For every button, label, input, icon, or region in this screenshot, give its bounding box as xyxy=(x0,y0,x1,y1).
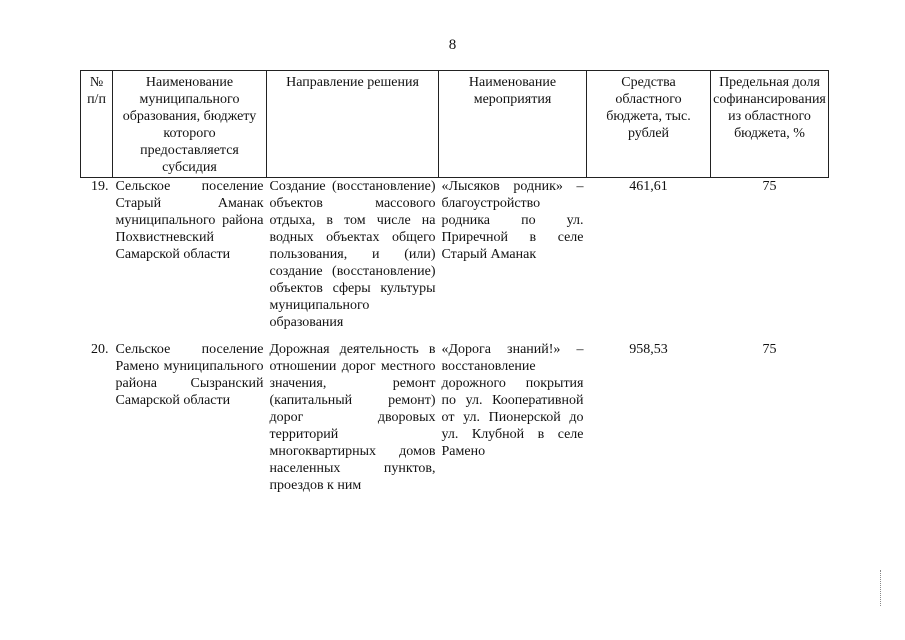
scan-artifact xyxy=(880,570,891,606)
table-row xyxy=(81,178,829,342)
row-number: 20. xyxy=(91,342,109,357)
row-number: 19. xyxy=(91,179,109,194)
municipality-cell: Сельское поселение Рамено муниципального района Сызранский Самарской области xyxy=(115,342,264,408)
direction-cell: Дорожная деятельность в отношении дорог местного значения, ремонт (капитальный ремонт) дорог дворовых территорий многоквартирных домов населенных пунктов, проездов к ним xyxy=(269,342,436,493)
direction-cell: Создание (восстановление) объектов массового отдыха, в том числе на водных объектах общего пользования, и (или) создание (восстановление) объектов сферы культуры муниципального образования xyxy=(269,179,436,330)
table-row xyxy=(81,341,829,504)
page-number: 8 xyxy=(448,37,457,53)
share-cell: 75 xyxy=(762,342,777,357)
header-municipality: Наименование муниципального образования, бюджету которого предоставляется субсидия xyxy=(113,71,267,178)
event-cell: «Лысяков родник» – благоустройство родника по ул. Приречной в селе Старый Аманак xyxy=(441,179,584,262)
header-share: Предельная доля софинансирования из областного бюджета, % xyxy=(711,71,829,178)
header-direction: Направление решения xyxy=(267,71,439,178)
funds-cell: 461,61 xyxy=(629,179,668,194)
funds-cell: 958,53 xyxy=(629,342,668,357)
table-header-row xyxy=(81,71,829,178)
header-event: Наименование мероприятия xyxy=(439,71,587,178)
event-cell: «Дорога знаний!» – восстановление дорожного покрытия по ул. Кооперативной от ул. Пионерской до ул. Клубной в селе Рамено xyxy=(441,342,584,459)
subsidy-table xyxy=(80,70,829,504)
header-number: № п/п xyxy=(81,71,113,178)
header-funds: Средства областного бюджета, тыс. рублей xyxy=(587,71,711,178)
share-cell: 75 xyxy=(762,179,777,194)
municipality-cell: Сельское поселение Старый Аманак муниципального района Похвистневский Самарской области xyxy=(115,179,264,262)
